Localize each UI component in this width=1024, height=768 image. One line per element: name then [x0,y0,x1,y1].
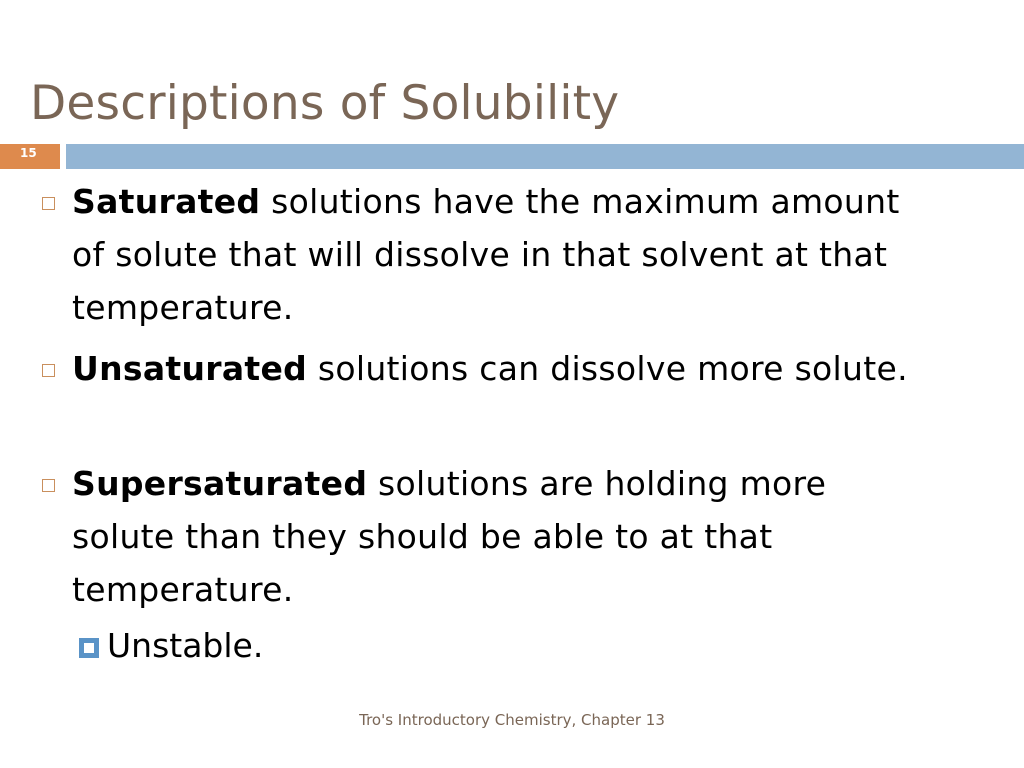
square-bullet-icon [42,479,55,492]
bullet-item-saturated [72,175,932,334]
slide-number: 15 [20,146,37,160]
bullet-term: Supersaturated [72,464,368,503]
bullet-text: solutions can dissolve more solute. [307,349,908,388]
bullet-term: Unsaturated [72,349,308,388]
bullet-text: solutions are holding more solute than they should be able to at that temperature. [72,464,827,609]
slide-title: Descriptions of Solubility [30,76,620,131]
slide-footer: Tro's Introductory Chemistry, Chapter 13 [359,711,665,729]
bullet-item-supersaturated [72,457,932,616]
square-bullet-icon [42,197,55,210]
bullet-term: Saturated [72,182,261,221]
sub-bullet-item: Unstable. [107,626,264,665]
filled-square-bullet-icon [79,638,99,658]
bullet-text: solutions have the maximum amount of solute that will dissolve in that solvent at that temperature. [72,182,900,327]
title-rule-bar [66,144,1024,169]
square-bullet-icon [42,364,55,377]
bullet-item-unsaturated [72,342,932,395]
